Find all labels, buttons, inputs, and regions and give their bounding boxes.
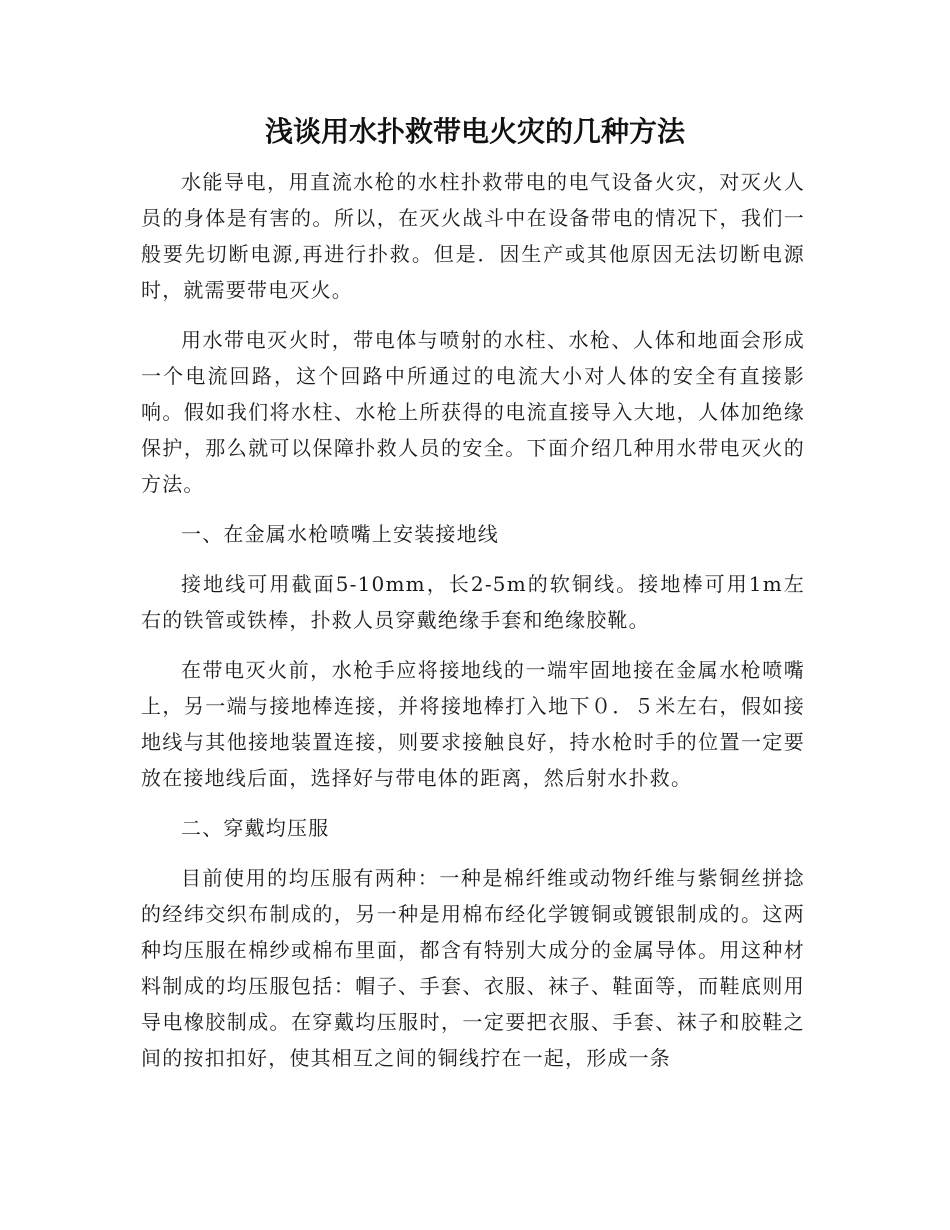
paragraph-ground-wire-procedure: 在带电灭火前，水枪手应将接地线的一端牢固地接在金属水枪喷嘴上，另一端与接地棒连接，并将接地棒打入地下０．５米左右，假如接地线与其他接地装置连接，则要求接触良好，持水枪时手的位置一定要放在接地线后面，选择好与带电体的距离，然后射水扑救。 <box>141 658 805 790</box>
section-heading-ground-wire: 一、在金属水枪喷嘴上安装接地线 <box>181 522 499 546</box>
paragraph-intro: 水能导电，用直流水枪的水柱扑救带电的电气设备火灾，对灭火人员的身体是有害的。所以，在灭火战斗中在设备带电的情况下，我们一般要先切断电源,再进行扑救。但是．因生产或其他原因无法切断电源时，就需要带电灭火。 <box>141 170 805 302</box>
document-title: 浅谈用水扑救带电火灾的几种方法 <box>264 115 685 148</box>
paragraph-equalizing-suit: 目前使用的均压服有两种：一种是棉纤维或动物纤维与紫铜丝拼捻的经纬交织布制成的，另一种是用棉布经化学镀铜或镀银制成的。这两种均压服在棉纱或棉布里面，都含有特别大成分的金属导体。用这种材料制成的均压服包括：帽子、手套、衣服、袜子、鞋面等，而鞋底则用导电橡胶制成。在穿戴均压服时，一定要把衣服、手套、袜子和胶鞋之间的按扣扣好，使其相互之间的铜线拧在一起，形成一条 <box>141 866 805 1070</box>
paragraph-current-loop: 用水带电灭火时，带电体与喷射的水柱、水枪、人体和地面会形成一个电流回路，这个回路中所通过的电流大小对人体的安全有直接影响。假如我们将水柱、水枪上所获得的电流直接导入大地，人体加绝缘保护，那么就可以保障扑救人员的安全。下面介绍几种用水带电灭火的方法。 <box>141 328 805 496</box>
paragraph-ground-wire-spec: 接地线可用截面5-10mm，长2-5m的软铜线。接地棒可用1m左右的铁管或铁棒，扑救人员穿戴绝缘手套和绝缘胶靴。 <box>141 572 805 632</box>
section-heading-equalizing-suit: 二、穿戴均压服 <box>181 816 330 840</box>
document-body <box>141 164 805 1090</box>
